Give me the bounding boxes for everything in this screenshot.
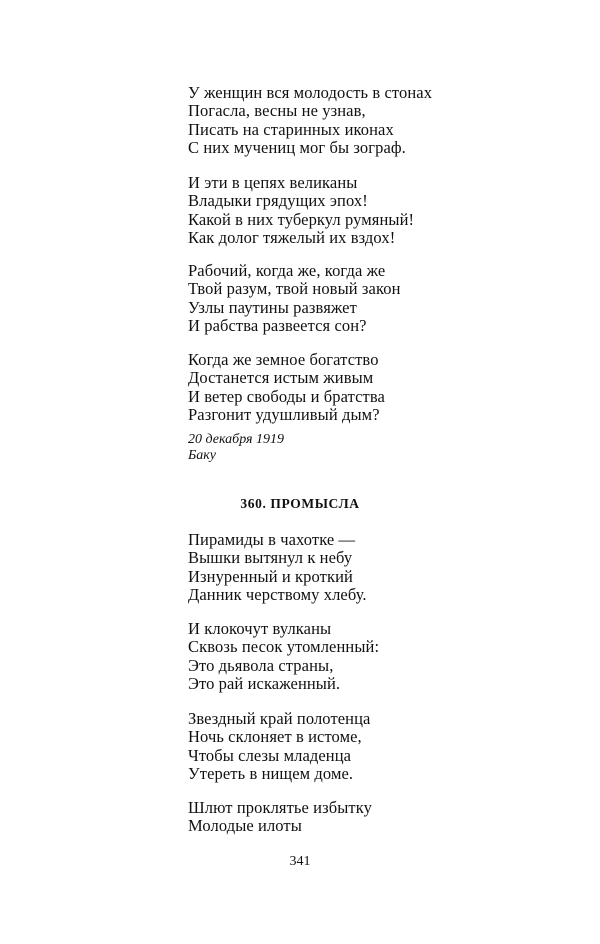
verse-line: И ветер свободы и братства xyxy=(188,386,385,406)
poem-heading: 360. ПРОМЫСЛА xyxy=(240,496,360,511)
verse-line: Какой в них туберкул румяный! xyxy=(188,209,415,229)
verse-line: И эти в цепях великаны xyxy=(188,173,358,192)
verse-line: Писать на старинных иконах xyxy=(188,119,394,139)
verse-line: Звездный край полотенца xyxy=(188,709,371,728)
verse-line: Ночь склоняет в истоме, xyxy=(188,727,362,747)
verse-line: Это рай искаженный. xyxy=(188,673,341,693)
verse-line: Как долог тяжелый их вздох! xyxy=(188,227,396,247)
verse-line: Узлы паутины развяжет xyxy=(188,297,357,317)
verse-line: Изнуренный и кроткий xyxy=(188,566,353,586)
verse-line: Погасла, весны не узнав, xyxy=(188,101,366,121)
verse-line: Когда же земное богатство xyxy=(188,350,379,369)
verse-line: И рабства развеется сон? xyxy=(188,315,367,335)
verse-line: Рабочий, когда же, когда же xyxy=(188,261,386,280)
stanza-3 xyxy=(188,262,401,335)
stanza-7 xyxy=(188,710,370,783)
stanza-1 xyxy=(188,84,432,157)
verse-line: Пирамиды в чахотке — xyxy=(188,530,356,549)
verse-line: Шлют проклятье избытку xyxy=(188,798,372,817)
page-number: 341 xyxy=(289,854,311,869)
verse-line: У женщин вся молодость в стонах xyxy=(188,83,433,102)
stanza-2 xyxy=(188,174,414,247)
poem-date: 20 декабря 1919 xyxy=(188,432,285,447)
poem-dateline xyxy=(188,432,284,464)
verse-line: Чтобы слезы младенца xyxy=(188,745,352,765)
verse-line: Молодые илоты xyxy=(188,816,302,836)
verse-line: Это дьявола страны, xyxy=(188,655,334,675)
verse-line: С них мучениц мог бы зограф. xyxy=(188,137,406,157)
verse-line: Данник черствому хлебу. xyxy=(188,584,367,604)
verse-line: Владыки грядущих эпох! xyxy=(188,191,368,211)
stanza-8 xyxy=(188,799,372,836)
verse-line: Сквозь песок утомленный: xyxy=(188,637,380,657)
verse-line: И клокочут вулканы xyxy=(188,619,332,638)
poem-place: Баку xyxy=(188,448,217,463)
stanza-5 xyxy=(188,531,367,604)
verse-line: Разгонит удушливый дым? xyxy=(188,404,380,424)
verse-line: Твой разум, твой новый закон xyxy=(188,279,401,299)
verse-line: Вышки вытянул к небу xyxy=(188,548,353,568)
stanza-6 xyxy=(188,620,379,693)
verse-line: Утереть в нищем доме. xyxy=(188,763,354,783)
verse-line: Достанется истым живым xyxy=(188,368,374,388)
stanza-4 xyxy=(188,351,385,424)
